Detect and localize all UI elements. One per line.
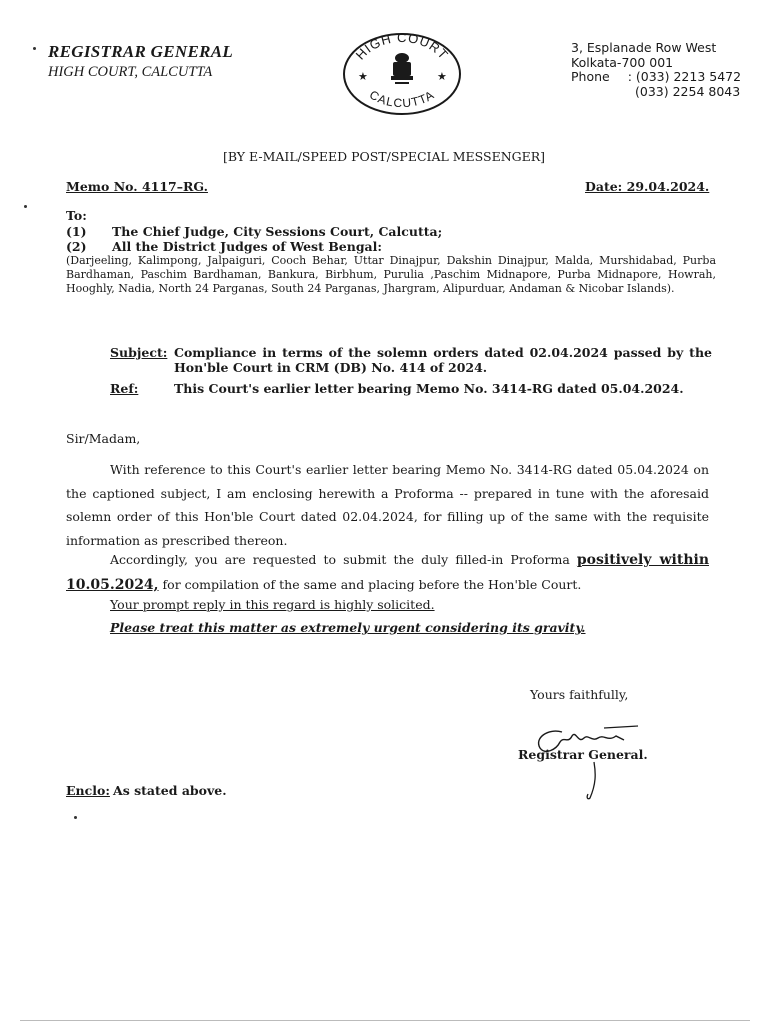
seal-top-text: HIGH COURT <box>352 30 452 63</box>
salutation: Sir/Madam, <box>66 431 141 446</box>
memo-number: Memo No. 4117–RG. <box>66 179 208 194</box>
enclosure-label: Enclo: <box>66 783 110 798</box>
page-bottom-edge <box>20 1020 750 1021</box>
court-seal <box>340 30 464 116</box>
enclosure-text: As stated above. <box>113 783 227 798</box>
scan-speck <box>24 205 27 208</box>
phone-number-1: : (033) 2213 5472 <box>627 69 742 84</box>
body-paragraph-2-end: for compilation of the same and placing before the Hon'ble Court. <box>158 576 582 592</box>
phone-number-2: (033) 2254 8043 <box>635 83 741 99</box>
memo-date: Date: 29.04.2024. <box>585 179 710 194</box>
address-block <box>571 41 741 99</box>
valediction: Yours faithfully, <box>530 687 629 702</box>
phone-row <box>571 70 741 85</box>
delivery-mode: [BY E-MAIL/SPEED POST/SPECIAL MESSENGER] <box>222 149 546 164</box>
scan-speck <box>33 47 36 50</box>
address-line-1: 3, Esplanade Row West <box>571 40 717 55</box>
body-paragraph-1 <box>66 458 709 552</box>
signature <box>520 722 650 804</box>
recipient-1: The Chief Judge, City Sessions Court, Calcutta; <box>112 224 443 239</box>
recipient-2-number: (2) <box>66 239 87 254</box>
reference-text: This Court's earlier letter bearing Memo No. 3414-RG dated 05.04.2024. <box>174 381 684 396</box>
seal-star-right-icon: ★ <box>437 70 447 83</box>
address-line-2: Kolkata-700 001 <box>571 54 674 70</box>
district-list: (Darjeeling, Kalimpong, Jalpaiguri, Cooch Behar, Uttar Dinajpur, Dakshin Dinajpur, Malda, Murshidabad, Purba Bardhaman, Paschim Bardhaman, Bankura, Birbhum, Purulia ,Paschim Midnapore, Purba Midnapore, Howrah, Hooghly, Nadia, North 24 Parganas, South 24 Parganas, Jhargram, Alipurduar, Andaman & Nicobar Islands). <box>66 254 716 295</box>
body-paragraph-1-text: With reference to this Court's earlier letter bearing Memo No. 3414-RG dated 05.04.2024 on the captioned subject, I am enclosing herewith a Proforma -- prepared in tune with the aforesaid solemn order of this Hon'ble Court dated 02.04.2024, for filling up of the same with the requisite information as prescribed thereon. <box>66 462 709 548</box>
subject-text: Compliance in terms of the solemn orders dated 02.04.2024 passed by the Hon'ble Court in CRM (DB) No. 414 of 2024. <box>174 345 712 375</box>
seal-bottom-text: CALCUTTA <box>366 87 438 111</box>
body-paragraph-2-start: Accordingly, you are requested to submit the duly filled-in Proforma <box>110 552 577 567</box>
subject-label: Subject: <box>110 345 168 360</box>
urgent-line: Please treat this matter as extremely urgent considering its gravity. <box>110 620 586 635</box>
svg-text:CALCUTTA <box>367 88 437 111</box>
seal-star-left-icon: ★ <box>358 70 368 83</box>
recipient-1-number: (1) <box>66 224 87 239</box>
body-paragraph-2 <box>66 548 709 597</box>
letterhead-title: REGISTRAR GENERAL <box>48 42 234 61</box>
reference-label: Ref: <box>110 381 139 396</box>
scan-speck <box>74 816 77 819</box>
emblem-icon <box>391 53 413 84</box>
phone-label: Phone <box>571 69 610 84</box>
prompt-reply-line: Your prompt reply in this regard is highly solicited. <box>110 597 435 612</box>
recipient-2: All the District Judges of West Bengal: <box>112 239 383 254</box>
to-label: To: <box>66 208 87 223</box>
deadline-highlight: positively within 10.05.2024, <box>66 552 709 593</box>
letterhead-subtitle: HIGH COURT, CALCUTTA <box>48 64 213 80</box>
signatory-designation: Registrar General. <box>518 747 648 762</box>
